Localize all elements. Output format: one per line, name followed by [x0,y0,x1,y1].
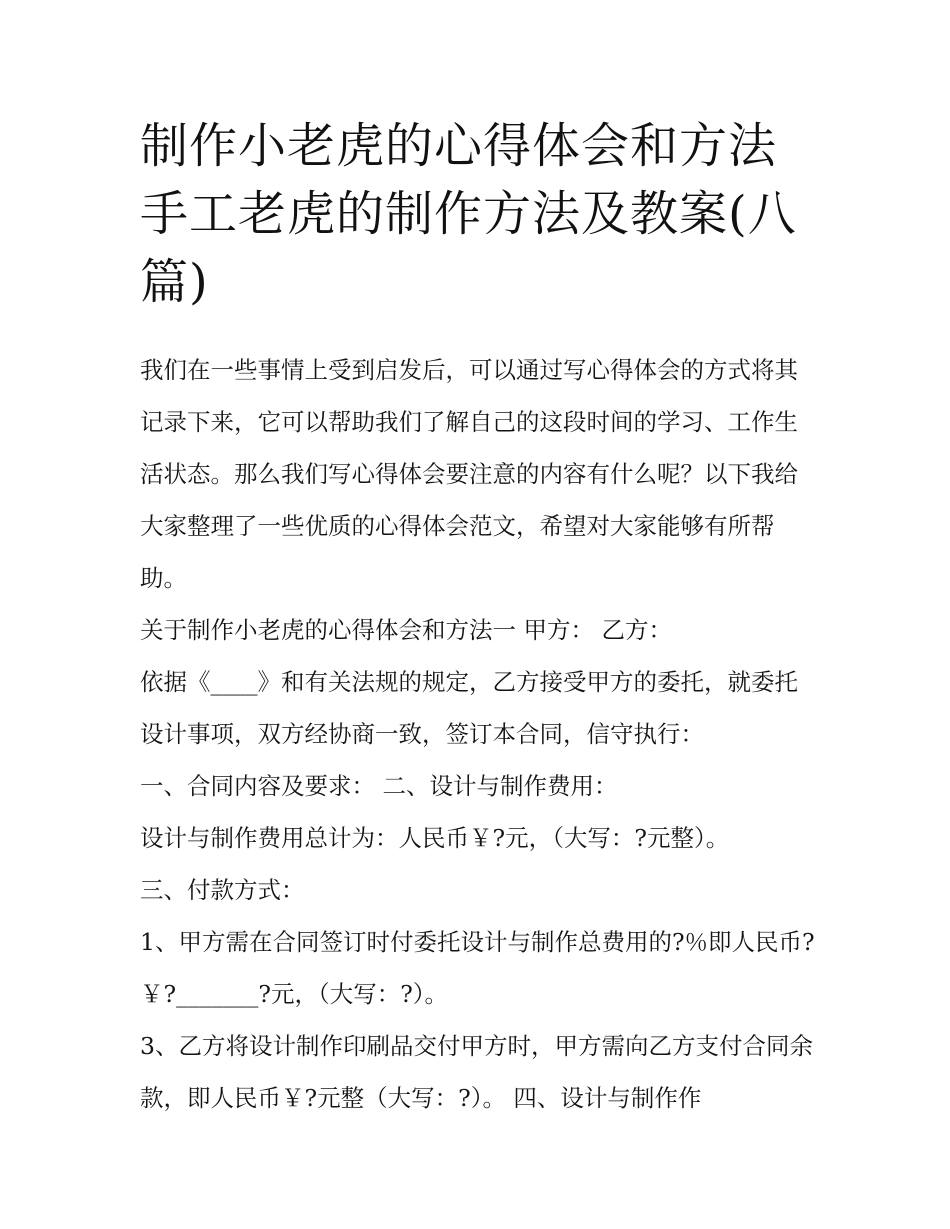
title-line-1: 制作小老虎的心得体会和方法 [140,118,778,174]
intro-paragraph: 我们在一些事情上受到启发后，可以通过写心得体会的方式将其记录下来，它可以帮助我们了解自己的这段时间的学习、工作生活状态。那么我们写心得体会要注意的内容有什么呢？以下我给大家整理了一些优质的心得体会范文，希望对大家能够有所帮助。 [140,356,798,592]
document-title [140,112,820,316]
section-heading-parties: 关于制作小老虎的心得体会和方法一 甲方： 乙方： [140,616,672,644]
title-line-3: 篇) [140,254,209,310]
payment-item-1: 1、甲方需在合同签订时付委托设计与制作总费用的?％即人民币?￥?_______?元，（大写：?）。 [140,928,815,1008]
contract-basis-paragraph: 依据《____》和有关法规的规定，乙方接受甲方的委托，就委托设计事项，双方经协商一致，签订本合同，信守执行： [140,668,798,748]
document-page [140,112,820,1124]
contract-sections-line: 一、合同内容及要求： 二、设计与制作费用： [140,772,618,800]
fee-total-paragraph: 设计与制作费用总计为：人民币￥?元，（大写：?元整）。 [140,824,730,852]
payment-heading: 三、付款方式： [140,876,305,904]
document-body [140,344,820,1124]
title-line-2: 手工老虎的制作方法及教案(八 [140,186,797,242]
payment-item-3: 3、乙方将设计制作印刷品交付甲方时，甲方需向乙方支付合同余款，即人民币￥?元整（大写：?）。 四、设计与制作作 [140,1032,813,1112]
